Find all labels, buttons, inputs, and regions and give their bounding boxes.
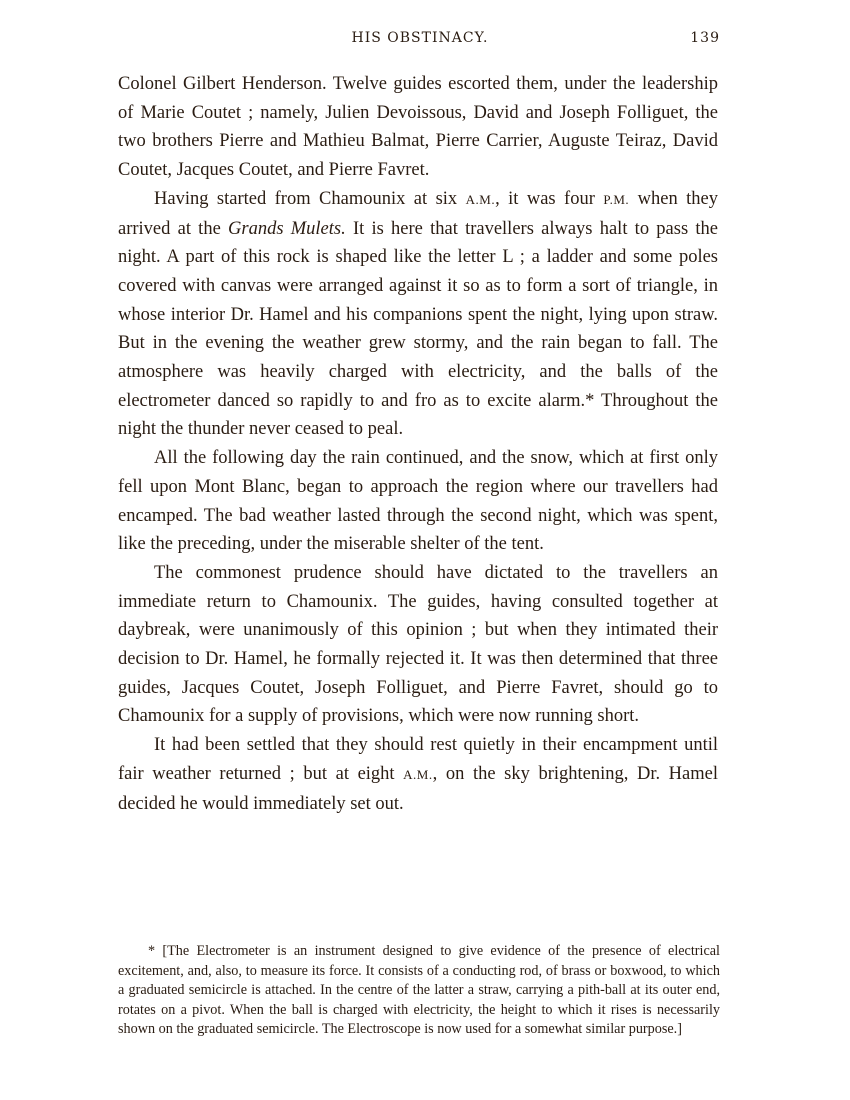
page-body bbox=[118, 70, 718, 818]
paragraph-4: The commonest prudence should have dictated to the travellers an immediate return to Chamounix. The guides, having consulted together at daybreak, were unanimously of this opinion ; but when they intimated their decision to Dr. Hamel, he formally rejected it. It was then determined that three guides, Jacques Coutet, Joseph Folliguet, and Pierre Favret, should go to Chamounix for a supply of provisions, which were now running short. bbox=[118, 562, 718, 727]
small-caps-time: P.M. bbox=[603, 191, 630, 207]
text-run: , it was four bbox=[495, 188, 604, 209]
small-caps-time: A.M. bbox=[465, 191, 496, 207]
italic-place-name: Grands Mulets. bbox=[228, 218, 346, 239]
text-run: , on the sky brightening, Dr. Hamel decided he would immediately set out. bbox=[118, 763, 718, 814]
text-run: It is here that travellers always halt to pass the night. A part of this rock is shaped like the letter L ; a ladder and some poles covered with canvas were arranged against it so as to form a sort of triangle, in whose interior Dr. Hamel and his companions spent the night, lying upon straw. But in the evening the weather grew stormy, and the rain began to fall. The atmosphere was heavily charged with electricity, and the balls of the electrometer danced so rapidly to and fro as to excite alarm.* Throughout the night the thunder never ceased to peal. bbox=[118, 218, 718, 440]
text-run: when they arrived at the bbox=[118, 188, 718, 239]
running-title: HIS OBSTINACY. bbox=[351, 30, 489, 46]
small-caps-time: A.M. bbox=[403, 766, 433, 782]
footnote: * [The Electrometer is an instrument designed to give evidence of the presence of electrical excitement, and, also, to measure its force. It consists of a conducting rod, of brass or boxwood, to which a graduated semicircle is attached. In the centre of the latter a straw, carrying a pith-ball at its outer end, rotates on a pivot. When the ball is charged with electricity, the height to which it rises is necessarily shown on the graduated semicircle. The Electroscope is now used for a somewhat similar purpose.] bbox=[118, 943, 720, 1037]
paragraph-3: All the following day the rain continued, and the snow, which at first only fell upon Mont Blanc, began to approach the region where our travellers had encamped. The bad weather lasted through the second night, which was spent, like the preceding, under the miserable shelter of the tent. bbox=[118, 448, 718, 555]
paragraph-2 bbox=[118, 185, 718, 444]
text-run: It had been settled that they should rest quietly in their encampment until fair weather returned ; but at eight bbox=[118, 735, 718, 784]
page-number: 139 bbox=[690, 30, 720, 46]
paragraph-5 bbox=[118, 731, 718, 818]
text-run: Having started from Chamounix at six bbox=[154, 188, 466, 209]
paragraph-1: Colonel Gilbert Henderson. Twelve guides escorted them, under the leadership of Marie Coutet ; namely, Julien Devoissous, David and Joseph Folliguet, the two brothers Pierre and Mathieu Balmat, Pierre Carrier, Auguste Teiraz, David Coutet, Jacques Coutet, and Pierre Favret. bbox=[118, 74, 718, 181]
